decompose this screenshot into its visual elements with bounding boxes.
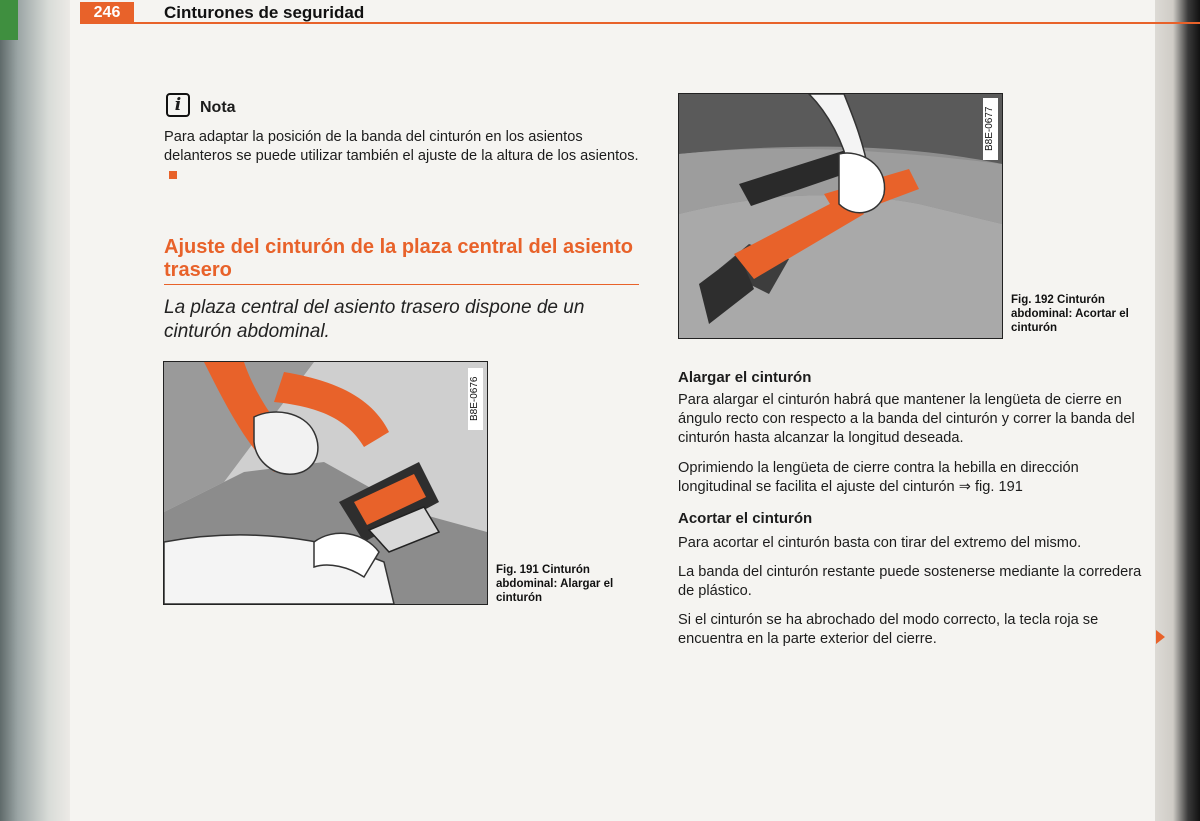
chapter-title: Cinturones de seguridad bbox=[164, 3, 365, 22]
figure-code: B8E-0676 bbox=[468, 368, 483, 430]
belt-lengthen-drawing bbox=[164, 362, 487, 604]
shorten-paragraph-3: Si el cinturón se ha abrochado del modo correcto, la tecla roja se encuentra en la parte exterior del cierre. bbox=[678, 612, 1099, 647]
shorten-heading: Acortar el cinturón bbox=[678, 510, 813, 527]
figure-191-caption: Fig. 191 Cinturón abdominal: Alargar el cinturón bbox=[496, 564, 614, 604]
book-binding-left bbox=[0, 0, 70, 821]
belt-shorten-drawing bbox=[679, 94, 1002, 338]
page-number: 246 bbox=[80, 2, 134, 24]
note-title: Nota bbox=[200, 99, 236, 116]
info-icon: i bbox=[166, 93, 190, 117]
section-rule bbox=[164, 284, 639, 285]
lengthen-paragraph-1: Para alargar el cinturón habrá que mantener la lengüeta de cierre en ángulo recto con respecto a la banda del cinturón y correr la banda del cinturón hasta alcanzar la longitud deseada. bbox=[678, 392, 1135, 446]
shorten-paragraph-2: La banda del cinturón restante puede sostenerse mediante la corredera de plástico. bbox=[678, 564, 1142, 599]
lengthen-paragraph-2: Oprimiendo la lengüeta de cierre contra la hebilla en dirección longitudinal se facilita el ajuste del cinturón ⇒ fig. 191 bbox=[678, 460, 1079, 495]
note-text bbox=[164, 128, 639, 185]
continue-arrow-icon bbox=[1156, 630, 1165, 644]
figure-191-illustration bbox=[163, 361, 488, 605]
note-body: Para adaptar la posición de la banda del cinturón en los asientos delanteros se puede utilizar también el ajuste de la altura de los asientos. bbox=[164, 129, 639, 164]
figure-192-illustration bbox=[678, 93, 1003, 339]
page-header bbox=[80, 2, 1180, 26]
figure-code: B8E-0677 bbox=[983, 98, 998, 160]
section-heading: Ajuste del cinturón de la plaza central del asiento trasero bbox=[164, 236, 634, 281]
end-of-section-marker bbox=[169, 171, 177, 179]
header-rule bbox=[134, 22, 1200, 24]
lengthen-heading: Alargar el cinturón bbox=[678, 369, 812, 386]
figure-192-caption: Fig. 192 Cinturón abdominal: Acortar el cinturón bbox=[1011, 294, 1129, 334]
shorten-paragraph-1: Para acortar el cinturón basta con tirar del extremo del mismo. bbox=[678, 535, 1082, 551]
section-intro: La plaza central del asiento trasero dispone de un cinturón abdominal. bbox=[164, 297, 585, 342]
binding-tab bbox=[0, 0, 18, 40]
